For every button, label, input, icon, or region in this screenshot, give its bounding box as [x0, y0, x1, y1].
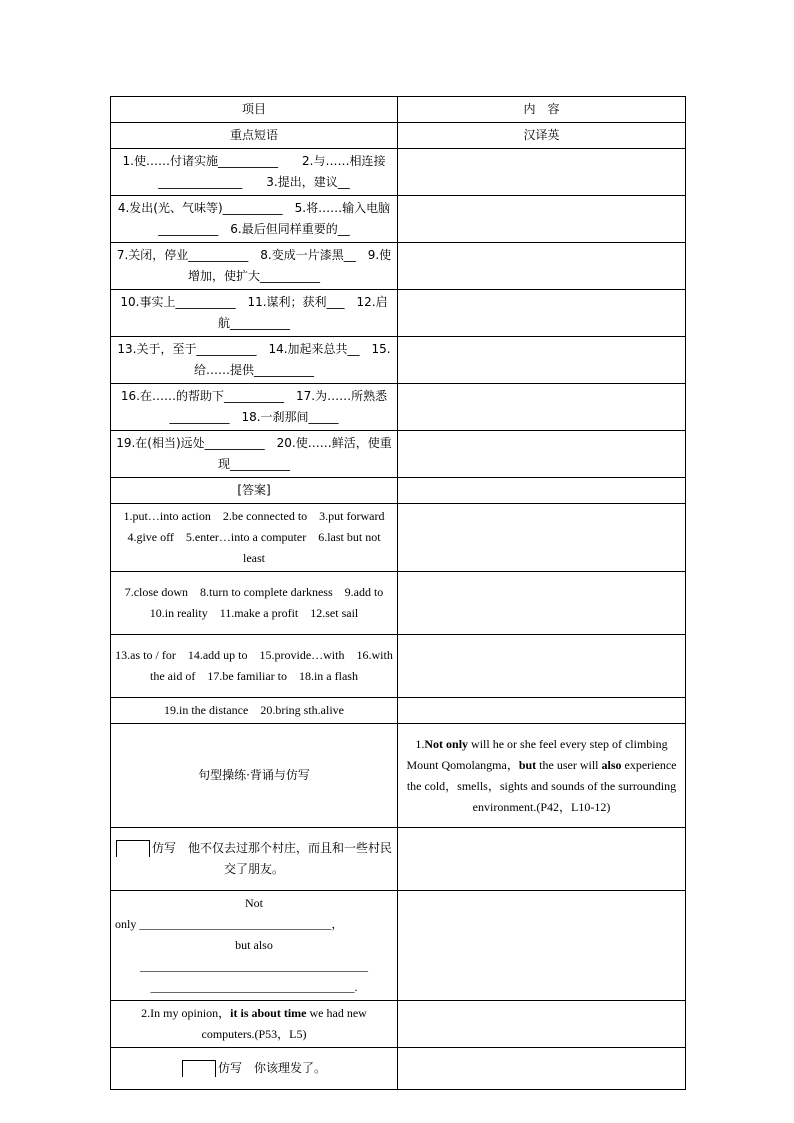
header-item: 项目 [111, 97, 398, 123]
imitate-1-fill [111, 891, 398, 1001]
answer-blank [398, 290, 686, 337]
answer-blank [398, 698, 686, 724]
answer-row-1: 1.put…into action 2.be connected to 3.put forward 4.give off 5.enter…into a computer 6.last but not least [111, 504, 398, 572]
answer-blank [398, 1048, 686, 1090]
answer-row-2: 7.close down 8.turn to complete darkness 9.add to 10.in reality 11.make a profit 12.set sail [111, 572, 398, 635]
answer-blank [398, 572, 686, 635]
header-content: 内 容 [398, 97, 686, 123]
answer-row-4: 19.in the distance 20.bring sth.alive [111, 698, 398, 724]
sentence-2-end: we had new computers.(P53，L5) [201, 1006, 367, 1041]
answer-blank [398, 337, 686, 384]
fill-line-2: __________________________________. [150, 980, 358, 994]
sentence-2 [111, 1001, 398, 1048]
answer-blank [398, 431, 686, 478]
fill-only: only ________________________________， [115, 917, 344, 931]
phrase-row-2: 4.发出(光、气味等)__________ 5.将……输入电脑__________ 6.最后但同样重要的__ [111, 196, 398, 243]
answer-blank [398, 891, 686, 1001]
bookmark-icon [182, 1060, 216, 1077]
answer-label: [答案] [111, 478, 398, 504]
sentence-1-text-c: experience the cold，smells，sights and sounds of the surrounding environment.(P42，L10-12) [406, 757, 677, 814]
imitate-1-label: 仿写 他不仅去过那个村庄，而且和一些村民交了朋友。 [151, 841, 392, 876]
phrase-row-6: 16.在……的帮助下__________ 17.为……所熟悉__________ 18.一刹那间_____ [111, 384, 398, 431]
sentence-1-text-a: will he or she feel every step of climbing Mount Qomolangma， [406, 736, 668, 772]
answer-blank [398, 828, 686, 891]
sentence-2-start: 2.In my opinion， [141, 1006, 231, 1020]
answer-blank [398, 196, 686, 243]
imitate-1-prompt [111, 828, 398, 891]
answer-blank [398, 384, 686, 431]
subheader-translate: 汉译英 [398, 123, 686, 149]
answer-blank [398, 635, 686, 698]
sentence-1-bold-not-only: Not only [424, 736, 469, 751]
imitate-2-prompt [111, 1048, 398, 1090]
sentence-1-num: 1. [415, 736, 425, 751]
fill-line-1: ______________________________________ [140, 959, 368, 973]
imitate-2-label: 仿写 你该理发了。 [217, 1061, 326, 1075]
sentence-1-bold-also: also [601, 757, 622, 772]
sentence-1-bold-but: but [518, 757, 537, 772]
fill-not: Not [245, 896, 263, 910]
subheader-phrases: 重点短语 [111, 123, 398, 149]
answer-blank [398, 504, 686, 572]
phrase-row-7: 19.在(相当)远处__________ 20.使……鲜活，使重现__________ [111, 431, 398, 478]
phrase-row-3: 7.关闭，停业__________ 8.变成一片漆黑__ 9.使增加，使扩大__________ [111, 243, 398, 290]
answer-row-3: 13.as to / for 14.add up to 15.provide…with 16.with the aid of 17.be familiar to 18.in a flash [111, 635, 398, 698]
sentence-1-text-b: the user will [536, 757, 602, 772]
phrase-row-4: 10.事实上__________ 11.谋利；获利___ 12.启航__________ [111, 290, 398, 337]
bookmark-icon [116, 840, 150, 857]
answer-blank [398, 243, 686, 290]
study-table [110, 96, 686, 1090]
answer-blank [398, 1001, 686, 1048]
phrase-row-1: 1.使……付诸实施__________ 2.与……相连接______________ 3.提出，建议__ [111, 149, 398, 196]
answer-blank [398, 478, 686, 504]
answer-blank [398, 149, 686, 196]
fill-but-also: but also [235, 938, 273, 952]
sentence-2-bold: it is about time [230, 1006, 307, 1020]
sentence-section-label: 句型操练·背诵与仿写 [111, 724, 398, 828]
sentence-1 [398, 724, 686, 828]
phrase-row-5: 13.关于，至于__________ 14.加起来总共__ 15.给……提供__________ [111, 337, 398, 384]
